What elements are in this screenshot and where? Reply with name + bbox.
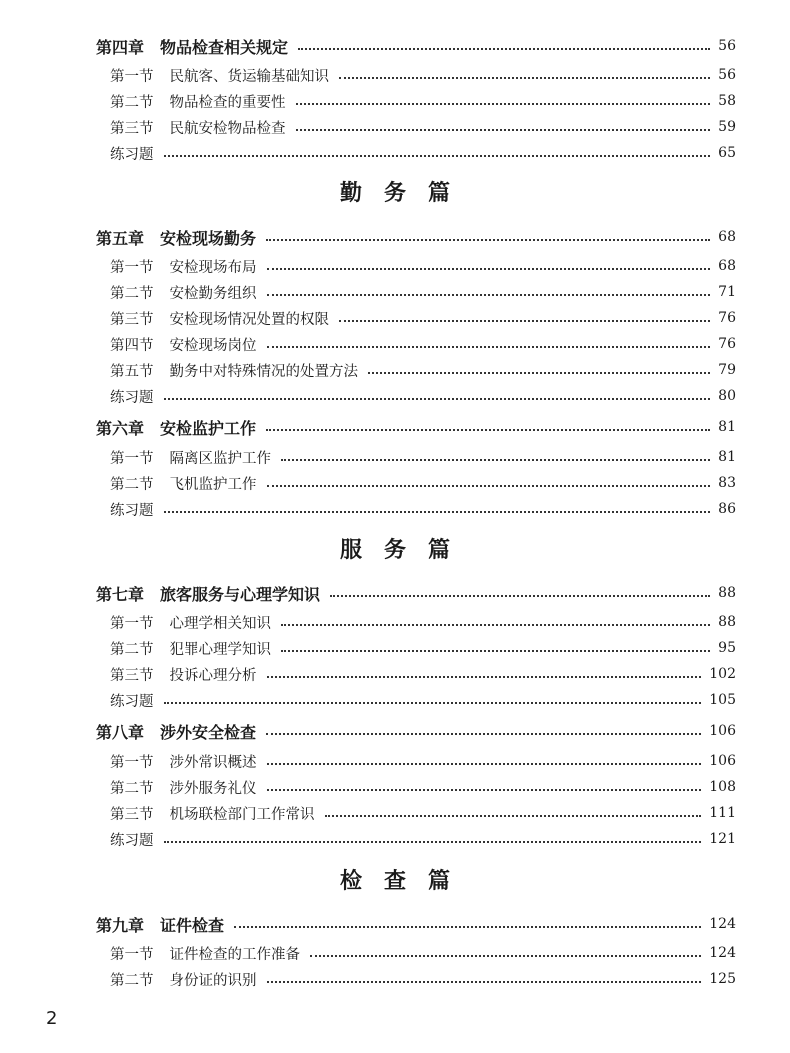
- page-number: 124: [709, 916, 736, 932]
- page-number: 88: [718, 614, 736, 630]
- dot-leader: [281, 622, 710, 626]
- toc-chapter-9[interactable]: [96, 911, 736, 937]
- toc-section[interactable]: [110, 966, 736, 992]
- dot-leader: [325, 813, 702, 817]
- section-number: 第一节: [110, 259, 154, 276]
- toc-section[interactable]: [110, 470, 736, 496]
- page-number: 80: [718, 388, 736, 404]
- section-title: 机场联检部门工作常识: [169, 806, 315, 823]
- dot-leader: [267, 266, 711, 270]
- page-number: 124: [709, 945, 736, 961]
- toc-chapter-8[interactable]: [96, 718, 736, 744]
- toc-section[interactable]: [110, 114, 736, 140]
- chapter-number: 第四章: [96, 37, 145, 57]
- page-number: 81: [718, 449, 736, 465]
- toc-section[interactable]: [110, 635, 736, 661]
- section-number: 第二节: [110, 972, 154, 989]
- section-title: 犯罪心理学知识: [169, 641, 271, 658]
- page-number: 59: [718, 119, 736, 135]
- section-number: 第二节: [110, 641, 154, 658]
- dot-leader: [267, 979, 702, 983]
- chapter-number: 第五章: [96, 228, 145, 248]
- chapter-number: 第九章: [96, 915, 145, 935]
- section-title: 安检现场布局: [169, 259, 257, 276]
- page-number: 108: [709, 779, 736, 795]
- exercises-title: 练习题: [110, 693, 154, 710]
- toc-section[interactable]: [110, 748, 736, 774]
- section-title: 安检勤务组织: [169, 285, 257, 302]
- dot-leader: [234, 924, 701, 928]
- toc-section[interactable]: [110, 331, 736, 357]
- toc-chapter-7[interactable]: [96, 580, 736, 606]
- section-title: 物品检查的重要性: [169, 94, 286, 111]
- chapter-title: 涉外安全检查: [160, 722, 257, 742]
- dot-leader: [164, 153, 711, 157]
- dot-leader: [164, 396, 711, 400]
- dot-leader: [267, 344, 711, 348]
- section-title: 安检现场岗位: [169, 337, 257, 354]
- part-title-service: 服务篇: [339, 537, 472, 563]
- page-number: 71: [718, 284, 736, 300]
- toc-exercises[interactable]: [110, 140, 736, 166]
- toc-section[interactable]: [110, 253, 736, 279]
- section-title: 民航客、货运输基础知识: [169, 68, 329, 85]
- page-number: 68: [718, 258, 736, 274]
- section-number: 第二节: [110, 476, 154, 493]
- toc-section[interactable]: [110, 88, 736, 114]
- section-title: 涉外常识概述: [169, 754, 257, 771]
- page-number: 81: [718, 419, 736, 435]
- page-number: 83: [718, 475, 736, 491]
- page-number: 102: [709, 666, 736, 682]
- toc-chapter-5[interactable]: [96, 224, 736, 250]
- page-number: 95: [718, 640, 736, 656]
- toc-chapter-4[interactable]: [96, 33, 736, 59]
- section-number: 第一节: [110, 754, 154, 771]
- page-number: 125: [709, 971, 736, 987]
- page-number: 65: [718, 145, 736, 161]
- toc-section[interactable]: [110, 800, 736, 826]
- dot-leader: [281, 457, 710, 461]
- dot-leader: [339, 75, 710, 79]
- section-title: 证件检查的工作准备: [169, 946, 300, 963]
- section-number: 第一节: [110, 615, 154, 632]
- toc-section[interactable]: [110, 357, 736, 383]
- exercises-title: 练习题: [110, 832, 154, 849]
- page-number: 79: [718, 362, 736, 378]
- section-title: 飞机监护工作: [169, 476, 257, 493]
- dot-leader: [267, 292, 711, 296]
- toc-section[interactable]: [110, 279, 736, 305]
- exercises-title: 练习题: [110, 146, 154, 163]
- section-title: 心理学相关知识: [169, 615, 271, 632]
- dot-leader: [266, 731, 701, 735]
- section-number: 第三节: [110, 806, 154, 823]
- dot-leader: [164, 700, 702, 704]
- page-number: 76: [718, 336, 736, 352]
- toc-section[interactable]: [110, 774, 736, 800]
- dot-leader: [267, 787, 702, 791]
- chapter-title: 物品检查相关规定: [160, 37, 289, 57]
- page-number: 56: [718, 38, 736, 54]
- toc-section[interactable]: [110, 940, 736, 966]
- chapter-title: 旅客服务与心理学知识: [160, 584, 321, 604]
- page-number: 121: [709, 831, 736, 847]
- toc-exercises[interactable]: [110, 496, 736, 522]
- toc-exercises[interactable]: [110, 826, 736, 852]
- toc-chapter-6[interactable]: [96, 414, 736, 440]
- dot-leader: [164, 509, 711, 513]
- page-number: 86: [718, 501, 736, 517]
- chapter-number: 第六章: [96, 418, 145, 438]
- section-number: 第一节: [110, 946, 154, 963]
- section-number: 第四节: [110, 337, 154, 354]
- section-number: 第五节: [110, 363, 154, 380]
- dot-leader: [296, 127, 711, 131]
- toc-section[interactable]: [110, 661, 736, 687]
- toc-exercises[interactable]: [110, 383, 736, 409]
- folio-page-number: 2: [46, 1008, 58, 1029]
- exercises-title: 练习题: [110, 389, 154, 406]
- dot-leader: [266, 237, 710, 241]
- dot-leader: [330, 593, 710, 597]
- toc-exercises[interactable]: [110, 687, 736, 713]
- page-number: 68: [718, 229, 736, 245]
- part-title-duty: 勤务篇: [339, 180, 472, 206]
- toc-section[interactable]: [110, 609, 736, 635]
- dot-leader: [368, 370, 710, 374]
- dot-leader: [296, 101, 711, 105]
- toc-section[interactable]: [110, 62, 736, 88]
- toc-section[interactable]: [110, 305, 736, 331]
- dot-leader: [267, 483, 711, 487]
- exercises-title: 练习题: [110, 502, 154, 519]
- section-title: 勤务中对特殊情况的处置方法: [169, 363, 358, 380]
- part-title-inspection: 检查篇: [339, 868, 472, 894]
- section-title: 身份证的识别: [169, 972, 257, 989]
- page-number: 76: [718, 310, 736, 326]
- section-number: 第二节: [110, 94, 154, 111]
- chapter-title: 安检监护工作: [160, 418, 257, 438]
- section-title: 民航安检物品检查: [169, 120, 286, 137]
- section-number: 第二节: [110, 285, 154, 302]
- dot-leader: [267, 674, 702, 678]
- section-number: 第三节: [110, 311, 154, 328]
- page-number: 111: [709, 805, 736, 821]
- section-number: 第一节: [110, 68, 154, 85]
- dot-leader: [339, 318, 710, 322]
- page-number: 106: [709, 723, 736, 739]
- section-title: 投诉心理分析: [169, 667, 257, 684]
- page-number: 106: [709, 753, 736, 769]
- chapter-title: 安检现场勤务: [160, 228, 257, 248]
- section-number: 第三节: [110, 667, 154, 684]
- section-title: 涉外服务礼仪: [169, 780, 257, 797]
- dot-leader: [310, 953, 701, 957]
- chapter-number: 第八章: [96, 722, 145, 742]
- page-number: 56: [718, 67, 736, 83]
- page-number: 58: [718, 93, 736, 109]
- dot-leader: [281, 648, 710, 652]
- chapter-title: 证件检查: [160, 915, 225, 935]
- section-title: 隔离区监护工作: [169, 450, 271, 467]
- dot-leader: [164, 839, 702, 843]
- dot-leader: [266, 427, 710, 431]
- page-number: 105: [709, 692, 736, 708]
- section-title: 安检现场情况处置的权限: [169, 311, 329, 328]
- page-number: 88: [718, 585, 736, 601]
- dot-leader: [267, 761, 702, 765]
- section-number: 第三节: [110, 120, 154, 137]
- section-number: 第二节: [110, 780, 154, 797]
- section-number: 第一节: [110, 450, 154, 467]
- dot-leader: [298, 46, 710, 50]
- toc-section[interactable]: [110, 444, 736, 470]
- chapter-number: 第七章: [96, 584, 145, 604]
